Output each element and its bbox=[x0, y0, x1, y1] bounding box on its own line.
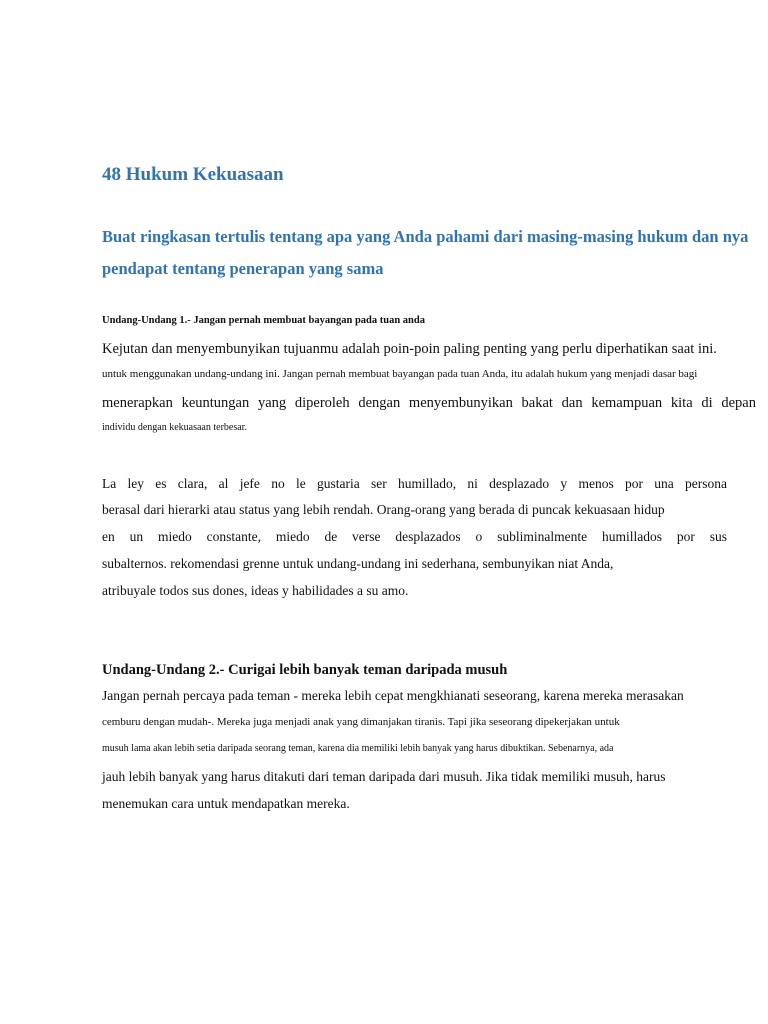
law1-heading: Undang-Undang 1.- Jangan pernah membuat bayangan pada tuan anda bbox=[102, 315, 425, 326]
law2-heading: Undang-Undang 2.- Curigai lebih banyak teman daripada musuh bbox=[102, 662, 508, 678]
law2-line-1: Jangan pernah percaya pada teman - mereka lebih cepat mengkhianati seseorang, karena mereka merasakan bbox=[102, 688, 684, 703]
law1-line-1: Kejutan dan menyembunyikan tujuanmu adalah poin-poin paling penting yang perlu diperhatikan saat ini. bbox=[102, 341, 717, 357]
law1-paragraph2-line-3: en un miedo constante, miedo de verse desplazados o subliminalmente humillados por sus bbox=[102, 529, 727, 544]
law1-paragraph2-line-2: berasal dari hierarki atau status yang lebih rendah. Orang-orang yang berada di puncak kekuasaan hidup bbox=[102, 502, 665, 517]
document-subtitle-line-2: pendapat tentang penerapan yang sama bbox=[102, 259, 384, 278]
law1-paragraph2-line-1: La ley es clara, al jefe no le gustaria ser humillado, ni desplazado y menos por una persona bbox=[102, 476, 727, 491]
law2-line-2: cemburu dengan mudah-. Mereka juga menjadi anak yang dimanjakan tiranis. Tapi jika seseorang dipekerjakan untuk bbox=[102, 716, 620, 728]
law1-paragraph2-line-4: subalternos. rekomendasi grenne untuk undang-undang ini sederhana, sembunyikan niat Anda, bbox=[102, 556, 614, 571]
document-subtitle-line-1: Buat ringkasan tertulis tentang apa yang Anda pahami dari masing-masing hukum dan nya bbox=[102, 227, 749, 246]
law2-line-3: musuh lama akan lebih setia daripada seorang teman, karena dia memiliki lebih banyak yang harus dibuktikan. Sebenarnya, ada bbox=[102, 743, 614, 754]
law2-line-5: menemukan cara untuk mendapatkan mereka. bbox=[102, 796, 350, 811]
law1-line-4: individu dengan kekuasaan terbesar. bbox=[102, 422, 247, 433]
law2-line-4: jauh lebih banyak yang harus ditakuti dari teman daripada dari musuh. Jika tidak memiliki musuh, harus bbox=[102, 769, 666, 784]
document-title: 48 Hukum Kekuasaan bbox=[102, 164, 284, 185]
law1-line-2: untuk menggunakan undang-undang ini. Jangan pernah membuat bayangan pada tuan Anda, itu adalah hukum yang menjadi dasar bagi bbox=[102, 368, 698, 380]
law1-line-3: menerapkan keuntungan yang diperoleh dengan menyembunyikan bakat dan kemampuan kita di depan bbox=[102, 395, 756, 411]
law1-paragraph2-line-5: atribuyale todos sus dones, ideas y habilidades a su amo. bbox=[102, 583, 409, 598]
